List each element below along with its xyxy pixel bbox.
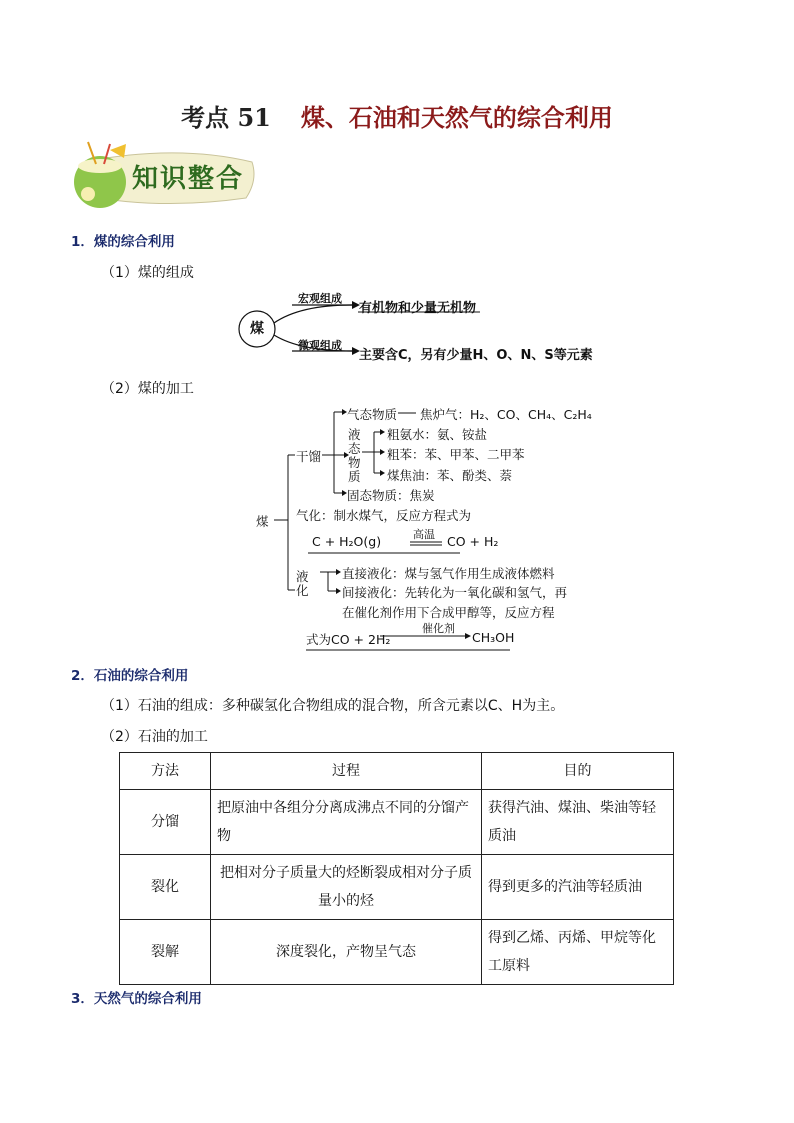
liquid-item: 粗苯：苯、甲苯、二甲苯	[387, 447, 525, 462]
methanol: CH₃OH	[472, 630, 515, 645]
gasify-eq-right: CO + H₂	[447, 534, 499, 549]
table-cell: 得到乙烯、丙烯、甲烷等化工原料	[482, 920, 674, 985]
indirect-liquefy-2: 在催化剂作用下合成甲醇等，反应方程	[342, 605, 555, 620]
section1-sub2: （2）煤的加工	[101, 381, 194, 397]
liquid-item: 煤焦油：苯、酚类、萘	[387, 468, 513, 483]
macro-label: 宏观组成	[298, 292, 342, 305]
solid-state: 固态物质：焦炭	[347, 488, 435, 503]
catalyst-label: 催化剂	[422, 622, 455, 635]
banner-text: 知识整合	[132, 164, 245, 194]
table-row	[120, 790, 674, 855]
dry-distillation: 干馏	[296, 449, 322, 464]
title-number: 考点 51	[181, 103, 271, 132]
liquid-char: 液	[348, 427, 361, 442]
macro-text: 有机物和少量无机物	[359, 301, 477, 316]
table-row	[120, 855, 674, 920]
table-cell: 把原油中各组分分离成沸点不同的分馏产物	[211, 790, 482, 855]
section3-heading: 3．天然气的综合利用	[71, 991, 202, 1007]
table-cell: 裂化	[120, 855, 211, 920]
liquid-item: 粗氨水：氨、铵盐	[387, 427, 488, 442]
gas-detail: 焦炉气：H₂、CO、CH₄、C₂H₄	[420, 407, 592, 422]
title-text: 煤、石油和天然气的综合利用	[300, 103, 613, 132]
gasify-eq-cond: 高温	[413, 528, 435, 541]
knowledge-banner	[66, 140, 256, 210]
composition-center: 煤	[250, 321, 264, 337]
micro-text: 主要含C，另有少量H、O、N、S等元素	[359, 348, 593, 363]
liquid-char: 物	[348, 455, 361, 470]
table-header: 目的	[482, 753, 674, 790]
petroleum-table	[119, 752, 674, 985]
liquid-char: 态	[348, 441, 361, 456]
liquefy-char: 化	[296, 583, 309, 598]
table-cell: 获得汽油、煤油、柴油等轻质油	[482, 790, 674, 855]
table-cell: 深度裂化，产物呈气态	[211, 920, 482, 985]
indirect-liquefy-1: 间接液化：先转化为一氧化碳和氢气，再	[342, 585, 568, 600]
table-row	[120, 920, 674, 985]
gasify-eq-left: C + H₂O(g)	[312, 534, 382, 549]
section2-sub2: （2）石油的加工	[101, 729, 208, 745]
indirect-liquefy-3: 式为CO + 2H₂	[306, 632, 391, 647]
table-header: 过程	[211, 753, 482, 790]
section1-sub1: （1）煤的组成	[101, 265, 194, 281]
table-cell: 得到更多的汽油等轻质油	[482, 855, 674, 920]
table-cell: 把相对分子质量大的烃断裂成相对分子质量小的烃	[211, 855, 482, 920]
liquid-state	[348, 428, 362, 484]
liquefy-char: 液	[296, 569, 309, 584]
section2-heading: 2．石油的综合利用	[71, 668, 189, 684]
direct-liquefy: 直接液化：煤与氢气作用生成液体燃料	[342, 566, 555, 581]
liquefy-label	[296, 570, 310, 598]
section2-sub1: （1）石油的组成：多种碳氢化合物组成的混合物，所含元素以C、H为主。	[101, 698, 565, 714]
table-header-row	[120, 753, 674, 790]
table-cell: 裂解	[120, 920, 211, 985]
liquid-char: 质	[348, 469, 361, 484]
gasify-text: 气化：制水煤气，反应方程式为	[296, 508, 472, 523]
page-title	[0, 98, 794, 133]
table-header: 方法	[120, 753, 211, 790]
gas-state: 气态物质	[347, 407, 398, 422]
micro-label: 微观组成	[298, 339, 342, 352]
table-cell: 分馏	[120, 790, 211, 855]
process-root: 煤	[256, 514, 269, 529]
section1-heading: 1．煤的综合利用	[71, 234, 175, 250]
